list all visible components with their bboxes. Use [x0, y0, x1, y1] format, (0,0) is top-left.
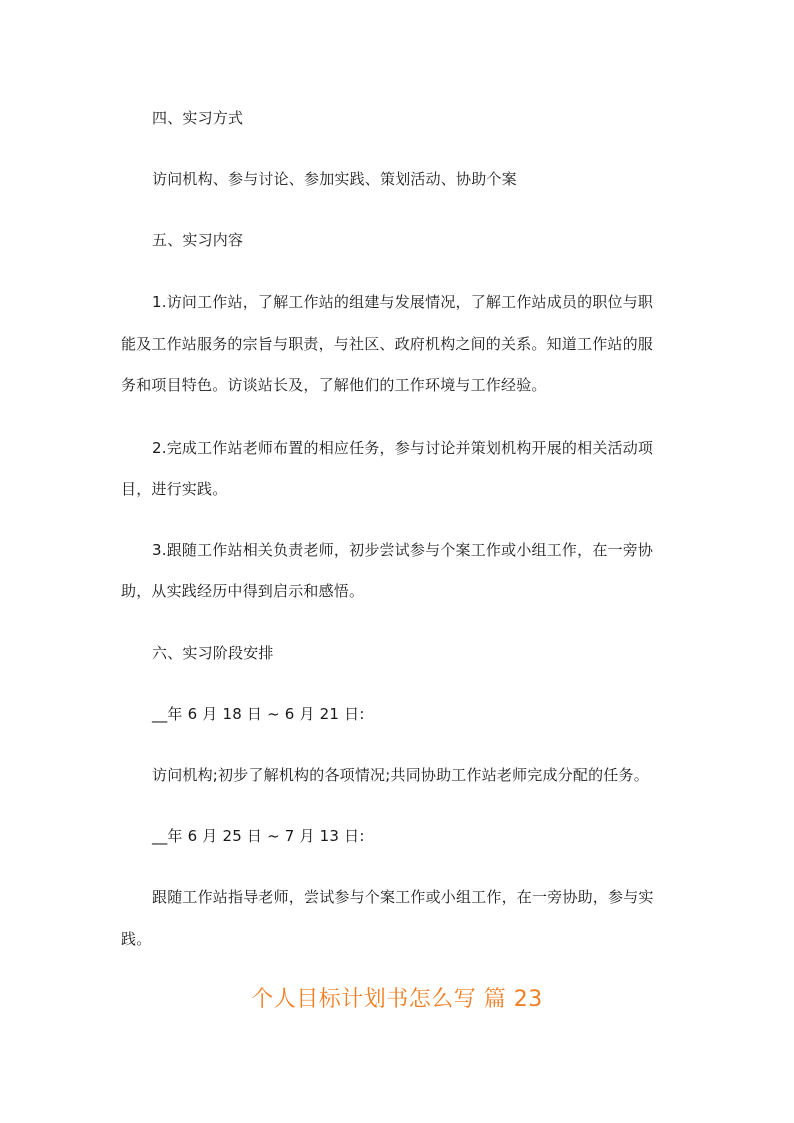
section6-heading: 六、实习阶段安排	[152, 644, 274, 662]
next-section-title: 个人目标计划书怎么写 篇 23	[251, 987, 543, 1012]
phase2-desc-line1: 跟随工作站指导老师，尝试参与个案工作或小组工作，在一旁协助，参与实	[152, 888, 654, 906]
section4-heading: 四、实习方式	[152, 109, 244, 127]
section5-heading: 五、实习内容	[152, 231, 244, 249]
phase1-date: __年 6 月 18 日 ~ 6 月 21 日:	[152, 705, 365, 723]
item3-line2: 助，从实践经历中得到启示和感悟。	[121, 582, 365, 600]
phase1-desc: 访问机构;初步了解机构的各项情况;共同协助工作站老师完成分配的任务。	[152, 766, 649, 784]
phase2-date: __年 6 月 25 日 ~ 7 月 13 日:	[152, 827, 365, 845]
phase2-desc-line2: 践。	[121, 930, 152, 948]
item1-line2: 能及工作站服务的宗旨与职责，与社区、政府机构之间的关系。知道工作站的服	[121, 335, 654, 353]
item1-line3: 务和项目特色。访谈站长及，了解他们的工作环境与工作经验。	[121, 376, 547, 394]
section4-body: 访问机构、参与讨论、参加实践、策划活动、协助个案	[152, 170, 517, 188]
item2-line2: 目，进行实践。	[121, 480, 228, 498]
item2-line1: 2.完成工作站老师布置的相应任务，参与讨论并策划机构开展的相关活动项	[152, 439, 654, 457]
item1-line1: 1.访问工作站，了解工作站的组建与发展情况，了解工作站成员的职位与职	[152, 293, 654, 311]
item3-line1: 3.跟随工作站相关负责老师，初步尝试参与个案工作或小组工作，在一旁协	[152, 541, 654, 559]
